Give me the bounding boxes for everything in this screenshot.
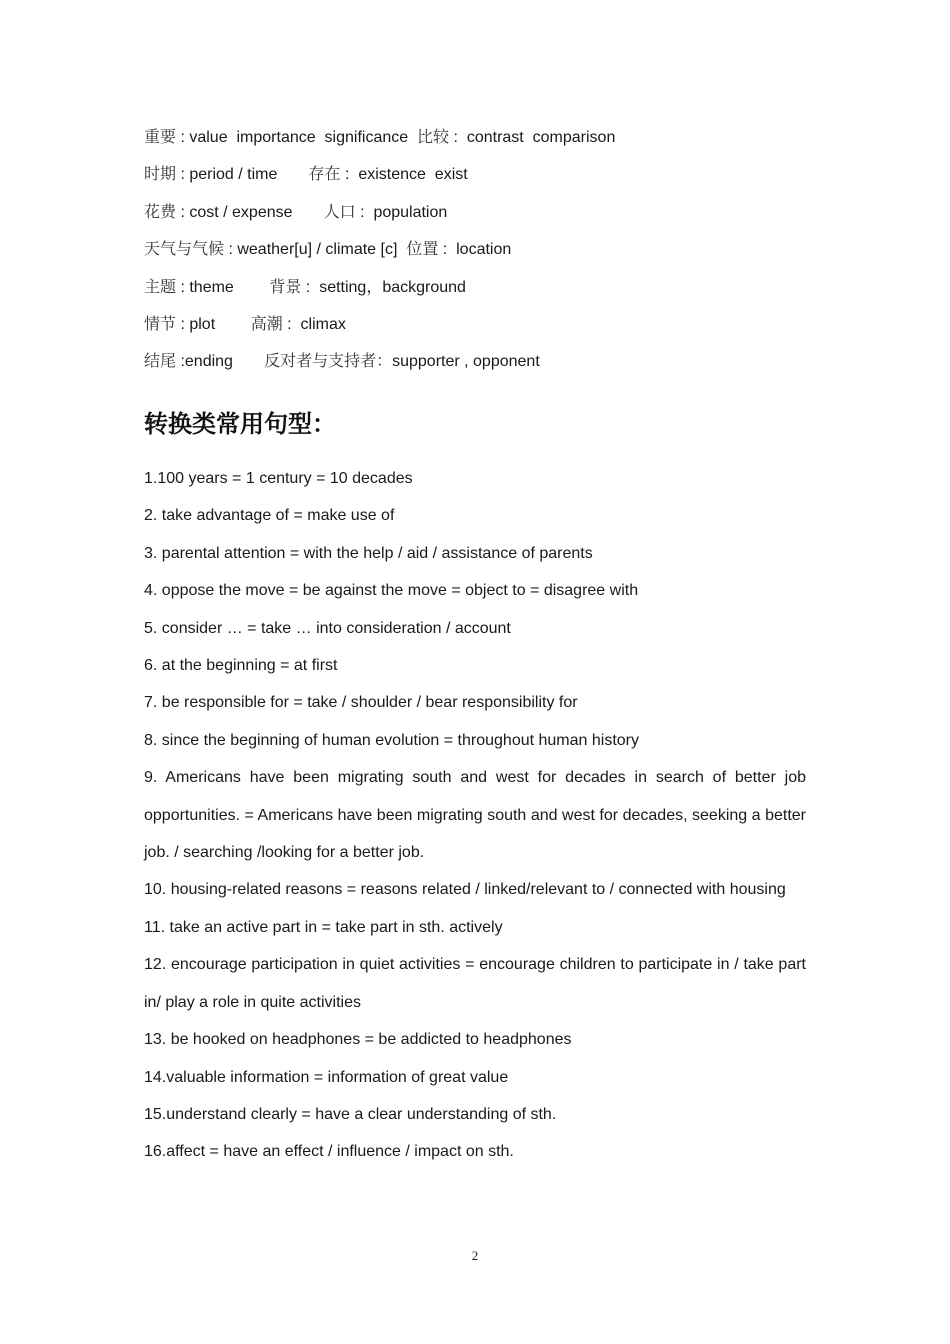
vocab-term-en: : existence exist bbox=[340, 166, 468, 184]
list-item: 14.valuable information = information of great value bbox=[144, 1068, 509, 1086]
vocab-term-cn: 天气与气候 bbox=[144, 239, 225, 259]
vocab-line bbox=[144, 161, 806, 198]
vocab-term-cn: 比较 bbox=[417, 127, 450, 146]
vocab-term-cn: 存在 bbox=[308, 164, 341, 184]
vocab-line bbox=[144, 274, 806, 311]
vocab-term-cn: 主题 bbox=[144, 276, 177, 296]
list-item: 1.100 years = 1 century = 10 decades bbox=[144, 470, 413, 487]
vocab-term-cn: 位置 bbox=[406, 239, 439, 259]
vocab-line bbox=[144, 236, 806, 273]
list-item: 4. oppose the move = be against the move = object to = disagree with bbox=[144, 582, 639, 600]
vocab-term-en: :ending bbox=[176, 353, 265, 371]
vocab-term-en: : value importance significance bbox=[176, 129, 418, 146]
vocab-term-cn: 时期 bbox=[144, 164, 177, 184]
list-item: 13. be hooked on headphones = be addicted to headphones bbox=[144, 1031, 572, 1049]
list-item: 8. since the beginning of human evolution = throughout human history bbox=[144, 731, 639, 749]
vocab-term-cn: 背景 bbox=[269, 276, 302, 296]
list-item: 10. housing-related reasons = reasons related / linked/relevant to / connected with housing bbox=[144, 881, 786, 899]
sentence-pattern-list bbox=[144, 460, 806, 1171]
vocab-term-cn: 反对者与支持者： bbox=[264, 351, 393, 371]
list-item: 16.affect = have an effect / influence / impact on sth. bbox=[144, 1143, 514, 1161]
vocab-term-en: : climax bbox=[282, 315, 346, 333]
list-item: 6. at the beginning = at first bbox=[144, 657, 338, 675]
vocab-term-cn: 重要 bbox=[144, 127, 177, 146]
vocab-term-en: : location bbox=[438, 241, 512, 259]
list-item: 5. consider … = take … into consideration / account bbox=[144, 619, 511, 637]
vocab-term-en: : cost / expense bbox=[176, 203, 324, 221]
list-item: 12. encourage participation in quiet activities = encourage children to participate in / take part in/ play a role in quite activities bbox=[144, 956, 806, 1011]
vocab-term-cn: 结尾 bbox=[144, 351, 177, 371]
vocab-line bbox=[144, 124, 806, 161]
list-item: 9. Americans have been migrating south and west for decades in search of better job opportunities. = Americans have been migrating south and west for decades, seeking a better job. / searching /looking for a better job. bbox=[144, 769, 806, 862]
list-item: 2. take advantage of = make use of bbox=[144, 507, 395, 525]
vocab-term-en: : theme bbox=[176, 278, 270, 296]
vocab-term-cn: 花费 bbox=[144, 201, 177, 221]
vocab-term-cn: 人口 bbox=[323, 201, 356, 221]
vocab-line bbox=[144, 199, 806, 236]
list-item: 3. parental attention = with the help / aid / assistance of parents bbox=[144, 544, 593, 562]
section-heading: 转换类常用句型： bbox=[144, 410, 336, 438]
vocab-term-en: : weather[u] / climate [c] bbox=[224, 241, 407, 259]
list-item: 11. take an active part in = take part in sth. actively bbox=[144, 918, 503, 936]
vocab-term-en: supporter , opponent bbox=[392, 353, 540, 371]
vocab-term-cn: 情节 bbox=[144, 313, 177, 333]
vocab-term-en: : population bbox=[355, 203, 448, 221]
vocab-term-en: : period / time bbox=[176, 166, 309, 184]
vocab-line bbox=[144, 311, 806, 348]
vocabulary-list bbox=[144, 124, 806, 386]
list-item: 7. be responsible for = take / shoulder / bear responsibility for bbox=[144, 694, 578, 712]
vocab-term-en: : plot bbox=[176, 315, 251, 333]
vocab-term-en: : setting，background bbox=[301, 278, 466, 296]
page-number: 2 bbox=[471, 1248, 479, 1263]
vocab-term-cn: 高潮 bbox=[250, 313, 283, 333]
vocab-term-en: : contrast comparison bbox=[449, 129, 616, 146]
list-item: 15.understand clearly = have a clear understanding of sth. bbox=[144, 1105, 557, 1123]
vocab-line bbox=[144, 348, 806, 385]
